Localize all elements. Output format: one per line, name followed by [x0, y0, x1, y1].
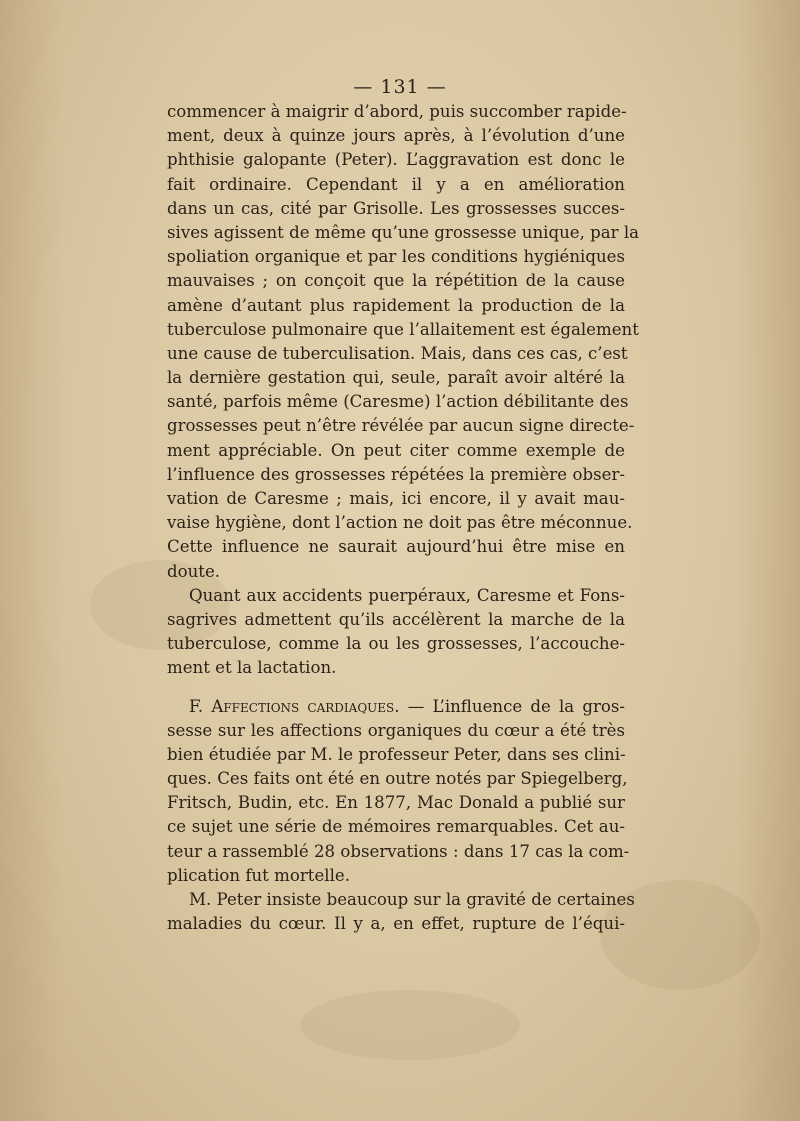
text-line: tuberculose pulmonaire que l’allaitement est également	[167, 319, 639, 339]
text-line: grossesses peut n’être révélée par aucun signe directe-	[167, 416, 635, 436]
text-line: teur a rassemblé 28 observations : dans 17 cas la com-	[167, 841, 630, 861]
text-line: commencer à maigrir d’abord, puis succomber rapide-	[167, 102, 627, 121]
text-line	[167, 695, 625, 719]
page-number: — 131 —	[353, 76, 447, 98]
text-fragment: — L’influence de la gros-	[407, 696, 626, 716]
paragraph-gap	[167, 681, 625, 695]
text-line: sagrives admettent qu’ils accélèrent la marche de la	[167, 609, 625, 629]
text-line: sesse sur les affections organiques du cœur a été très	[167, 720, 625, 740]
text-line: Cette influence ne saurait aujourd’hui être mise en	[167, 537, 625, 557]
text-line: plication fut mortelle.	[167, 865, 350, 885]
text-line: une cause de tuberculisation. Mais, dans ces cas, c’est	[167, 343, 628, 363]
text-line: maladies du cœur. Il y a, en effet, rupture de l’équi-	[167, 914, 625, 934]
text-line: santé, parfois même (Caresme) l’action débilitante des	[167, 392, 629, 412]
text-line: la dernière gestation qui, seule, paraît avoir altéré la	[167, 368, 625, 388]
paper-stain	[300, 990, 520, 1060]
text-line: fait ordinaire. Cependant il y a en amélioration	[167, 174, 625, 194]
text-line: doute.	[167, 561, 221, 581]
text-line: phthisie galopante (Peter). L’aggravation est donc le	[167, 150, 625, 170]
text-line: Fritsch, Budin, etc. En 1877, Mac Donald a publié sur	[167, 793, 625, 813]
text-line: ment appréciable. On peut citer comme exemple de	[167, 440, 625, 460]
text-line: ment et la lactation.	[167, 658, 337, 678]
body-text	[167, 100, 640, 936]
text-line: l’influence des grossesses répétées la première obser-	[167, 464, 625, 484]
text-line: dans un cas, cité par Grisolle. Les grossesses succes-	[167, 198, 625, 218]
text-line: ce sujet une série de mémoires remarquables. Cet au-	[167, 817, 625, 837]
paragraph	[167, 100, 640, 584]
section-heading: F. Affections cardiaques.	[189, 696, 400, 716]
text-line: bien étudiée par M. le professeur Peter, dans ses clini-	[167, 744, 626, 764]
text-line: vaise hygiène, dont l’action ne doit pas être méconnue.	[167, 513, 633, 533]
section-paragraph	[167, 695, 630, 889]
paragraph	[167, 888, 635, 936]
text-line: tuberculose, comme la ou les grossesses, l’accouche-	[167, 634, 625, 654]
text-line: sives agissent de même qu’une grossesse unique, par la	[167, 222, 640, 242]
text-line: spoliation organique et par les conditions hygiéniques	[167, 247, 625, 267]
text-line: vation de Caresme ; mais, ici encore, il y avait mau-	[167, 489, 625, 508]
paragraph	[167, 584, 625, 681]
text-line: ment, deux à quinze jours après, à l’évolution d’une	[167, 126, 625, 146]
text-line: ques. Ces faits ont été en outre notés par Spiegelberg,	[167, 769, 628, 789]
text-line: mauvaises ; on conçoit que la répétition de la cause	[167, 271, 625, 291]
text-line: amène d’autant plus rapidement la production de la	[167, 295, 625, 315]
text-line: Quant aux accidents puerpéraux, Caresme et Fons-	[189, 585, 625, 605]
text-line: M. Peter insiste beaucoup sur la gravité de certaines	[189, 890, 635, 909]
